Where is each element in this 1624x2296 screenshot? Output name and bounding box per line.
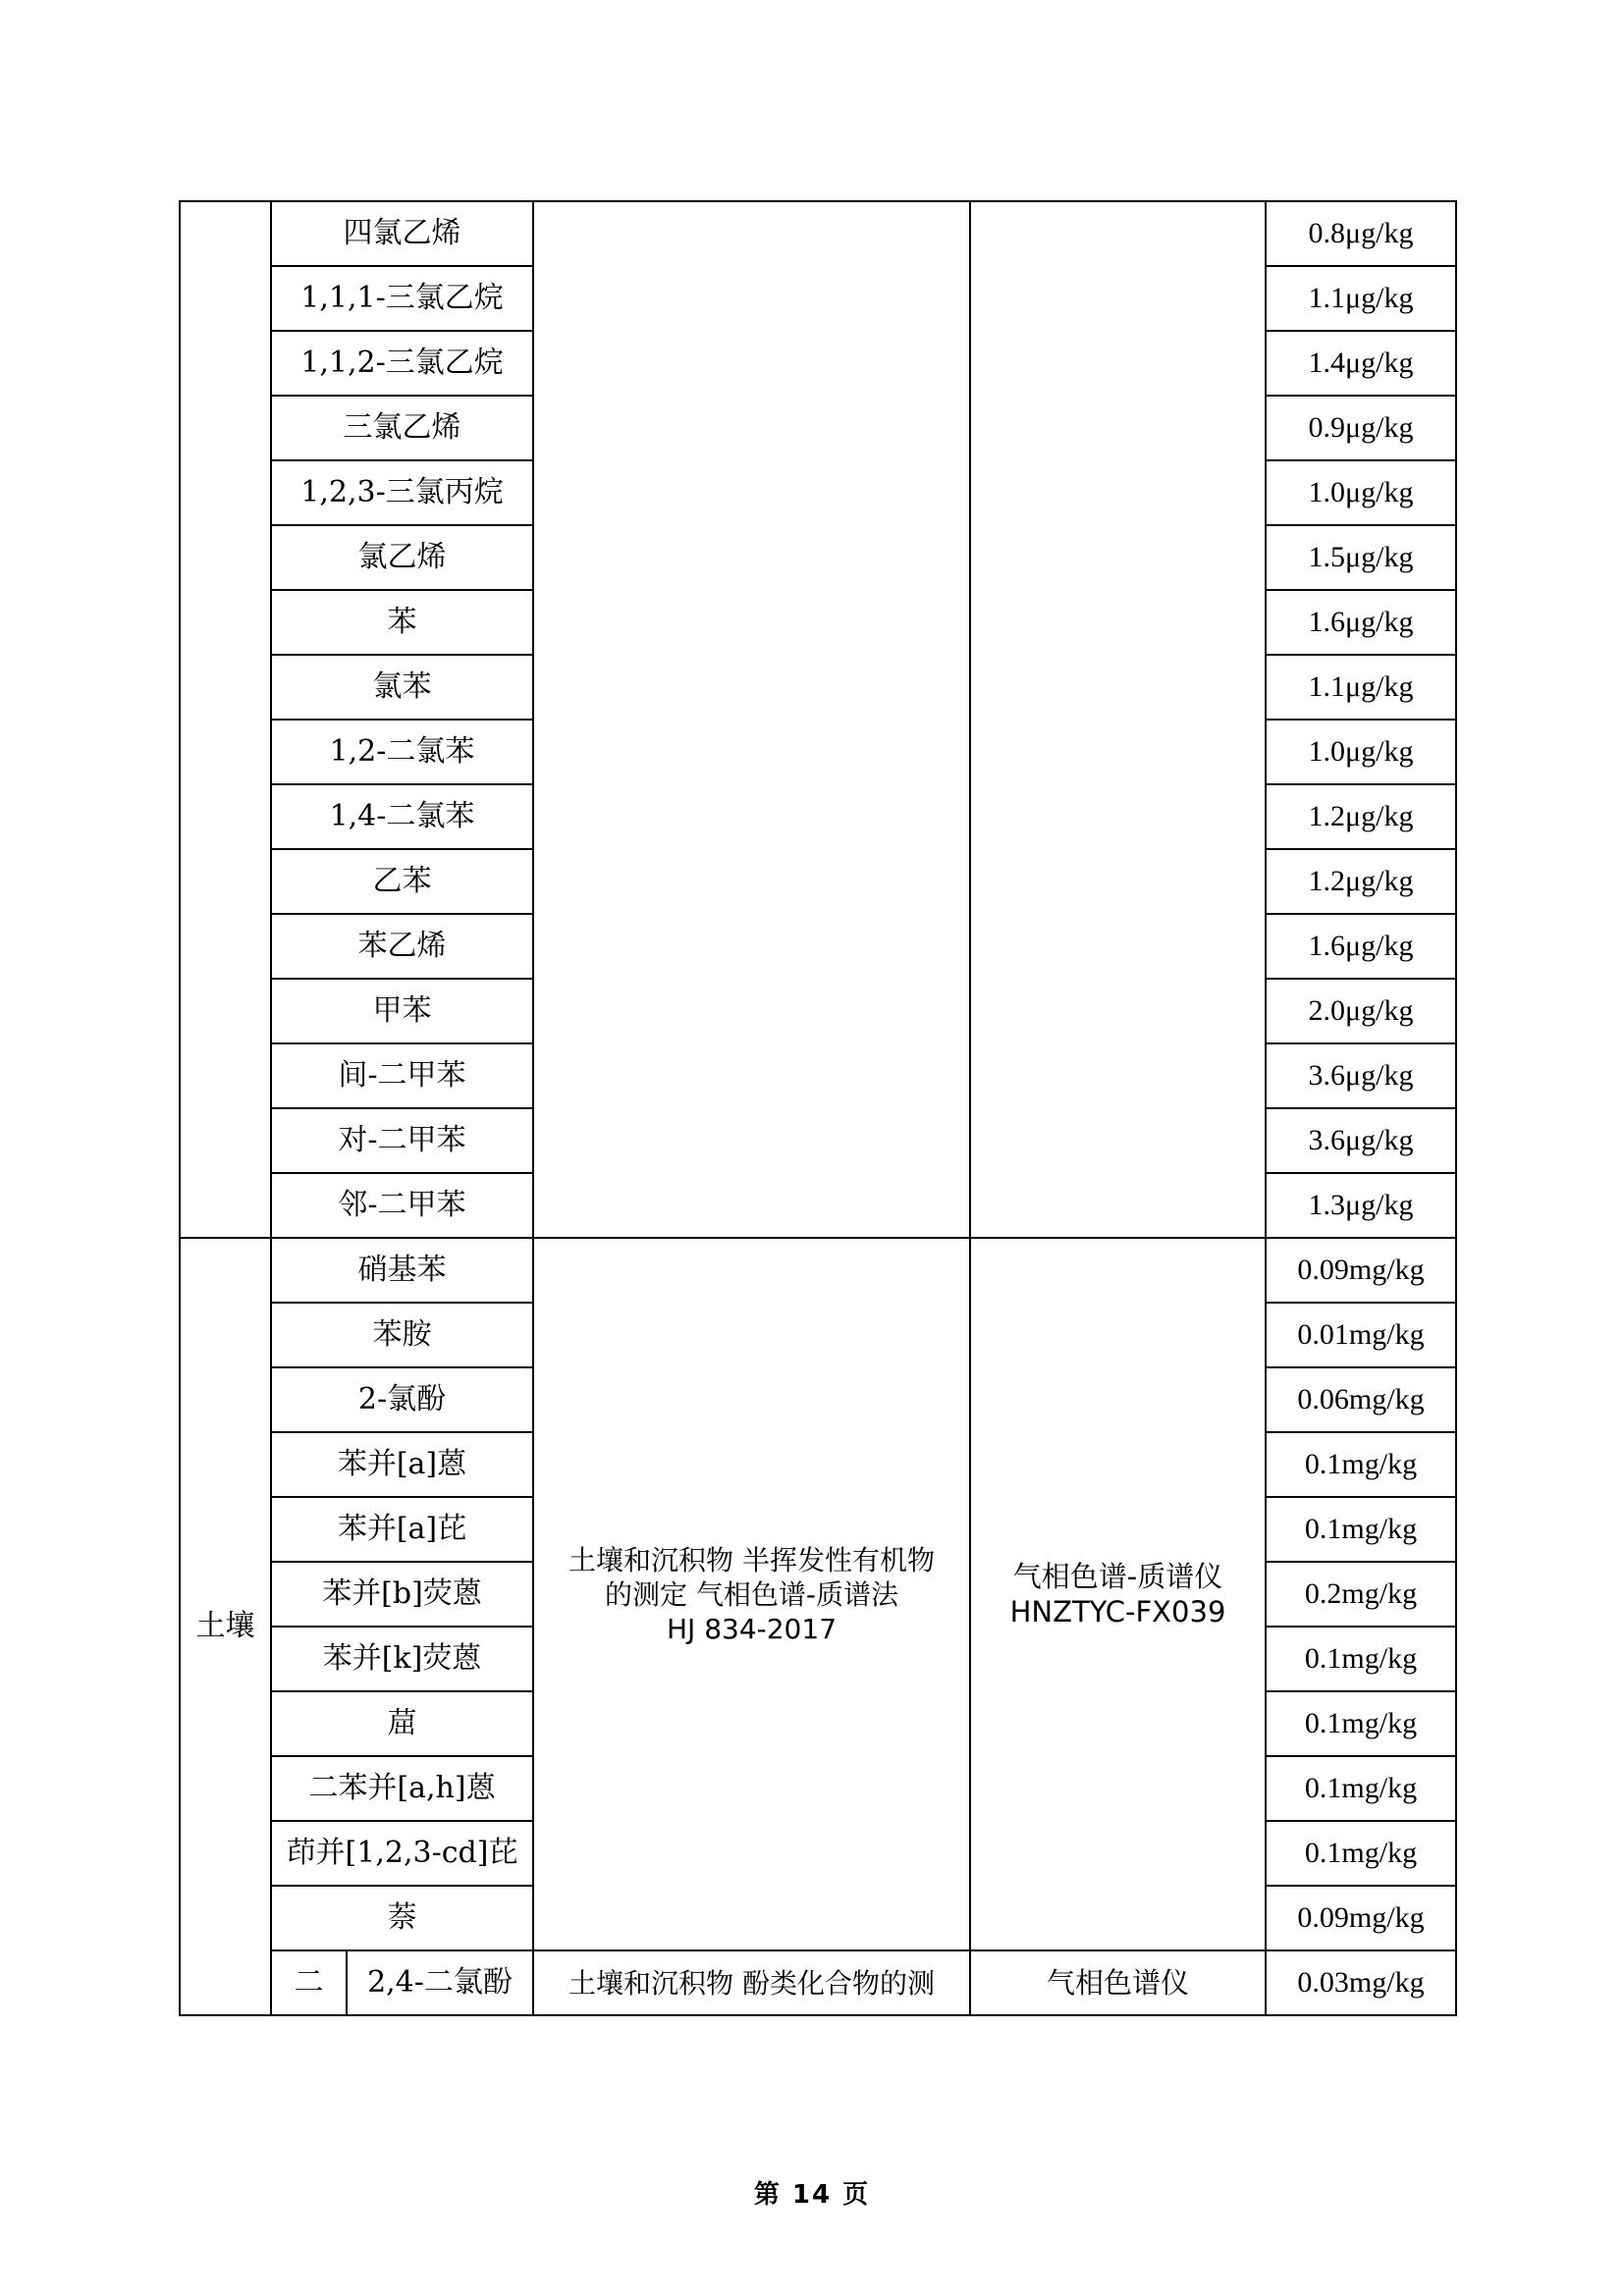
analyte-cell: 苯乙烯 xyxy=(271,914,533,979)
method-standard: HJ 834-2017 xyxy=(666,1612,838,1645)
analyte-cell: 1,1,1-三氯乙烷 xyxy=(271,266,533,331)
method-line: 土壤和沉积物 半挥发性有机物 xyxy=(568,1543,935,1576)
limit-cell: 0.1mg/kg xyxy=(1266,1432,1456,1497)
analyte-cell: 苯并[a]蒽 xyxy=(271,1432,533,1497)
prefix-cell: 二 xyxy=(271,1950,347,2015)
limit-cell: 1.1μg/kg xyxy=(1266,266,1456,331)
limit-cell: 0.03mg/kg xyxy=(1266,1950,1456,2015)
limit-cell: 1.6μg/kg xyxy=(1266,914,1456,979)
instrument-cell: 气相色谱仪 xyxy=(970,1950,1266,2015)
instrument-name: 气相色谱-质谱仪 xyxy=(1012,1559,1223,1593)
analyte-cell: 苯并[b]荧蒽 xyxy=(271,1562,533,1627)
limit-cell: 0.2mg/kg xyxy=(1266,1562,1456,1627)
analyte-cell: 萘 xyxy=(271,1886,533,1950)
limit-cell: 0.01mg/kg xyxy=(1266,1303,1456,1367)
method-cell xyxy=(533,201,970,1238)
method-cell: 土壤和沉积物 酚类化合物的测 xyxy=(533,1950,970,2015)
analyte-cell: 间-二甲苯 xyxy=(271,1043,533,1108)
analyte-cell: 二苯并[a,h]蒽 xyxy=(271,1756,533,1821)
limit-cell: 1.4μg/kg xyxy=(1266,331,1456,396)
analyte-cell: 硝基苯 xyxy=(271,1238,533,1303)
limit-cell: 1.2μg/kg xyxy=(1266,849,1456,914)
limit-cell: 0.1mg/kg xyxy=(1266,1497,1456,1562)
limit-cell: 0.1mg/kg xyxy=(1266,1691,1456,1756)
analyte-cell: 三氯乙烯 xyxy=(271,396,533,460)
analyte-cell: 2,4-二氯酚 xyxy=(347,1950,533,2015)
limit-cell: 1.0μg/kg xyxy=(1266,460,1456,525)
analyte-cell: 对-二甲苯 xyxy=(271,1108,533,1173)
page-number: 第 14 页 xyxy=(753,2180,871,2210)
analyte-cell: 氯乙烯 xyxy=(271,525,533,590)
analyte-cell: 苯并[a]芘 xyxy=(271,1497,533,1562)
detection-limit-table xyxy=(179,200,1457,2016)
analyte-cell: 茚并[1,2,3-cd]芘 xyxy=(271,1821,533,1886)
limit-cell: 0.1mg/kg xyxy=(1266,1756,1456,1821)
analyte-cell: 四氯乙烯 xyxy=(271,201,533,266)
analyte-cell: 2-氯酚 xyxy=(271,1367,533,1432)
analyte-cell: 1,2-二氯苯 xyxy=(271,720,533,784)
limit-cell: 1.2μg/kg xyxy=(1266,784,1456,849)
table-row xyxy=(180,201,1456,266)
limit-cell: 1.0μg/kg xyxy=(1266,720,1456,784)
limit-cell: 1.5μg/kg xyxy=(1266,525,1456,590)
category-cell xyxy=(180,201,271,1238)
limit-cell: 1.3μg/kg xyxy=(1266,1173,1456,1238)
limit-cell: 0.8μg/kg xyxy=(1266,201,1456,266)
table-row xyxy=(180,1950,1456,2015)
instrument-cell xyxy=(970,1238,1266,1950)
limit-cell: 0.06mg/kg xyxy=(1266,1367,1456,1432)
limit-cell: 1.1μg/kg xyxy=(1266,655,1456,720)
instrument-cell xyxy=(970,201,1266,1238)
analyte-cell: 1,4-二氯苯 xyxy=(271,784,533,849)
analyte-cell: 1,2,3-三氯丙烷 xyxy=(271,460,533,525)
limit-cell: 0.9μg/kg xyxy=(1266,396,1456,460)
analyte-cell: 苯并[k]荧蒽 xyxy=(271,1627,533,1691)
analyte-cell: 䓛 xyxy=(271,1691,533,1756)
analyte-cell: 氯苯 xyxy=(271,655,533,720)
analyte-cell: 甲苯 xyxy=(271,979,533,1043)
analyte-cell: 邻-二甲苯 xyxy=(271,1173,533,1238)
limit-cell: 0.1mg/kg xyxy=(1266,1627,1456,1691)
method-cell xyxy=(533,1238,970,1950)
analyte-cell: 1,1,2-三氯乙烷 xyxy=(271,331,533,396)
limit-cell: 3.6μg/kg xyxy=(1266,1043,1456,1108)
analyte-cell: 苯 xyxy=(271,590,533,655)
category-cell: 土壤 xyxy=(180,1238,271,2015)
analyte-cell: 苯胺 xyxy=(271,1303,533,1367)
limit-cell: 0.1mg/kg xyxy=(1266,1821,1456,1886)
limit-cell: 1.6μg/kg xyxy=(1266,590,1456,655)
analyte-cell: 乙苯 xyxy=(271,849,533,914)
instrument-id: HNZTYC-FX039 xyxy=(1009,1595,1226,1629)
limit-cell: 0.09mg/kg xyxy=(1266,1886,1456,1950)
table-row xyxy=(180,1238,1456,1303)
limit-cell: 2.0μg/kg xyxy=(1266,979,1456,1043)
limit-cell: 0.09mg/kg xyxy=(1266,1238,1456,1303)
method-line: 的测定 气相色谱-质谱法 xyxy=(604,1577,898,1611)
limit-cell: 3.6μg/kg xyxy=(1266,1108,1456,1173)
